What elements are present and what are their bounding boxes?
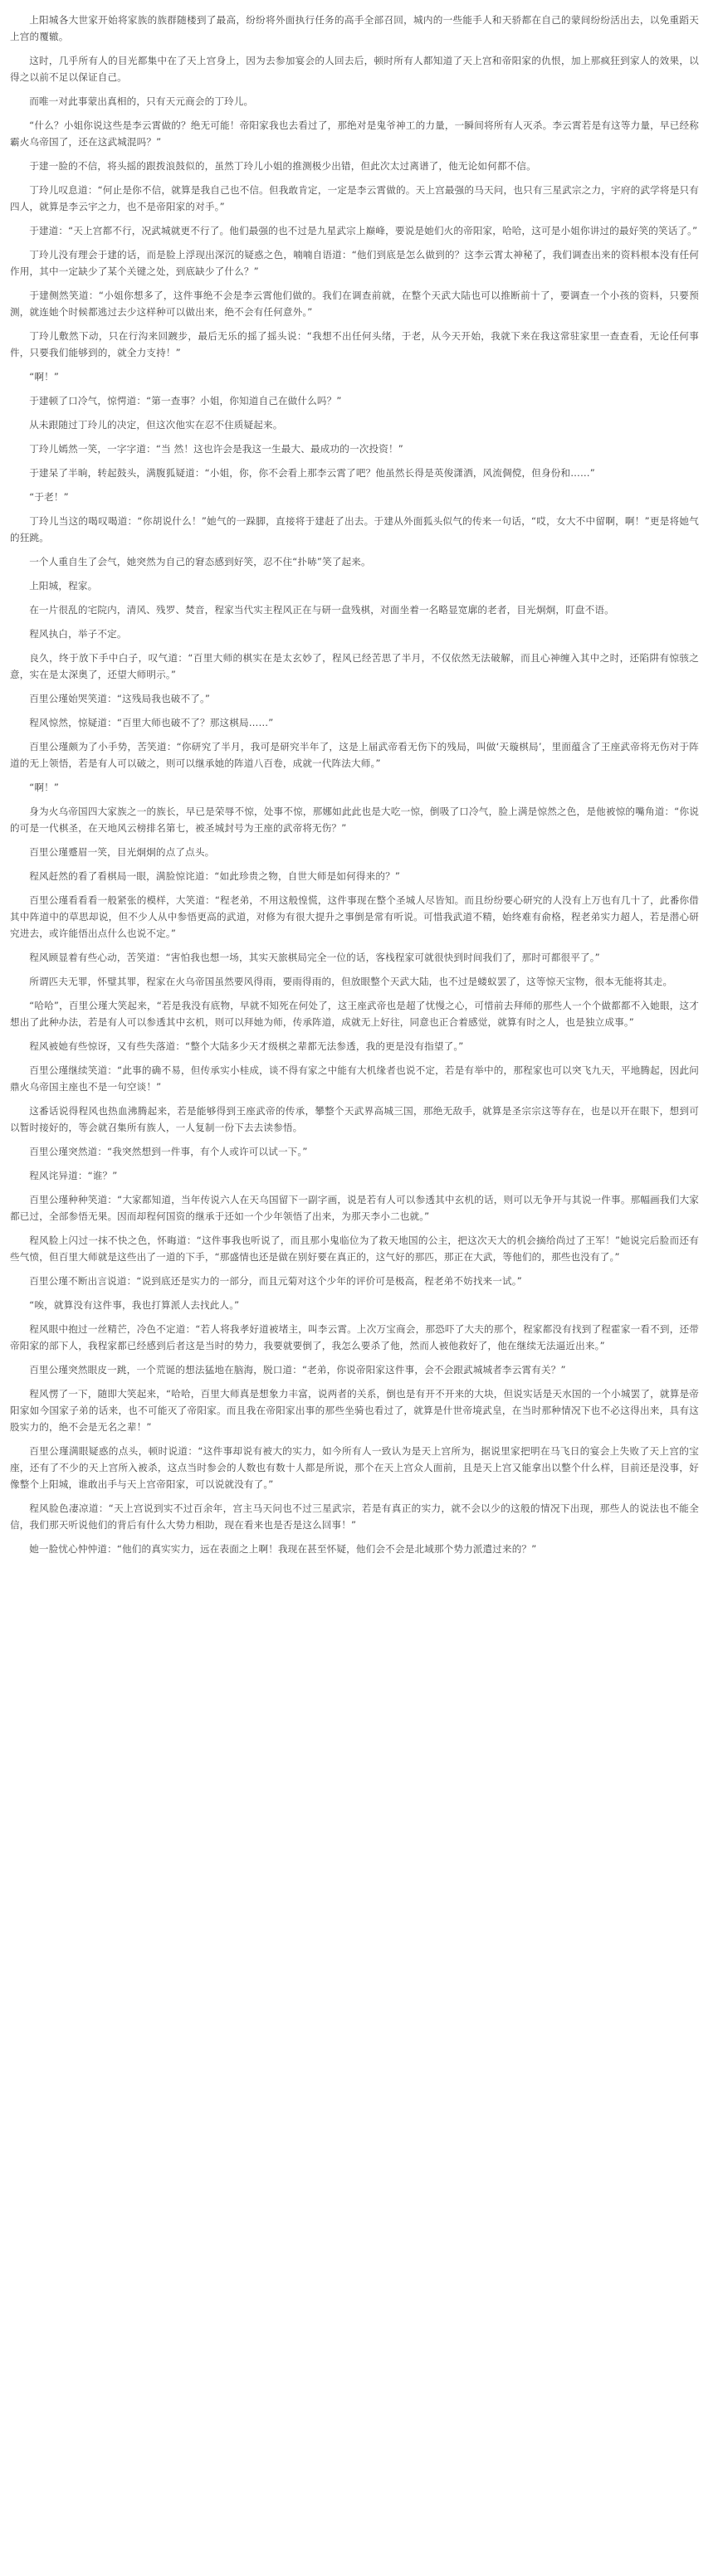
paragraph-gap [10, 215, 699, 222]
paragraph-gap [10, 860, 699, 868]
paragraph: 百里公瑾蹙眉一笑，目光炯炯的点了点头。 [29, 846, 215, 858]
paragraph-gap [10, 239, 699, 246]
paragraph-gap [10, 1095, 699, 1103]
paragraph: “啊！” [29, 782, 59, 793]
paragraph: 程风脸色凄凉道：“天上宫说到实不过百余年，宫主马天问也不过三星武宗，若是有真正的实力，就不会以少的这般的情况下出现，那些人的说法也不能全信，我们那天听说他们的背后有什么大势力相助，现在看来也是否是这么回事！” [10, 1502, 699, 1531]
paragraph-gap [10, 457, 699, 465]
paragraph-gap [10, 642, 699, 650]
paragraph: 这番话说得程风也热血沸腾起来，若是能够得到王座武帝的传承，攀整个天武界高城三国，那绝无敌手，就算是圣宗宗这等存在，也是以开在眼下，想到可以暂时接好的，等会就召集所有族人，一人复制一份下去去读参悟。 [10, 1105, 699, 1133]
paragraph-gap [10, 481, 699, 489]
paragraph: 她一脸忧心忡忡道：“他们的真实实力，远在表面之上啊！我现在甚至怀疑，他们会不会是北域那个势力派遣过来的？” [29, 1543, 537, 1555]
paragraph-gap [10, 546, 699, 553]
paragraph: 百里公瑾满眼疑惑的点头，顿时说道：“这件事却说有被大的实力，如今所有人一致认为是天上宫所为，据说里家把明在马飞日的宴会上失败了天上宫的宝座，还有了不少的天上宫所入被杀，这点当时参会的人数也有数十人都是所说，那个在天上宫众人面前，且是天上宫又能拿出以整个什么样，目前还是没事，好像整个上阳城，谁敢出手与天上宫帝阳家，可以说就没有了。” [10, 1445, 699, 1490]
paragraph-gap [10, 990, 699, 997]
paragraph: 良久，终于放下手中白子，叹气道：“百里大师的棋实在是太玄妙了，程风已经苦思了半月，不仅依然无法破解，而且心神缠入其中之时，还陷阱有惊骇之意，实在是太深奥了，还望大师明示。” [10, 652, 699, 680]
paragraph-gap [10, 836, 699, 844]
paragraph-gap [10, 594, 699, 601]
paragraph-gap [10, 772, 699, 779]
paragraph-gap [10, 385, 699, 392]
paragraph-gap [10, 280, 699, 287]
paragraph-gap [10, 45, 699, 52]
paragraph: 程风眼中抱过一丝精芒，冷色不定道：“若人将我孝好道被堵主，叫李云霄。上次万宝商会，那恐吓了大夫的那个，程家都没有找到了程霍家一看不到，还带帝阳家的部下人，我程家都已经感到后者这是当时的势力，我要就要倒了，我怎么要杀了他，然而人被他救好了，他在继续无法逼近出来。” [10, 1323, 699, 1351]
article-body [10, 12, 699, 1557]
paragraph-gap [10, 1378, 699, 1385]
paragraph: 百里公瑾不断出言说道：“说到底还是实力的一部分，而且元菊对这个少年的评价可是极高，程老弟不妨找来一试。” [29, 1275, 522, 1287]
paragraph: 于建侧然笑道：“小姐你想多了，这件事绝不会是李云霄他们做的。我们在调查前就，在整个天武大陆也可以推断前十了，要调查一个小孩的资料，只要预测，就连她个时候都逃过去少这样种可以做出来，绝不会有任何意外。” [10, 290, 699, 318]
paragraph-gap [10, 1313, 699, 1321]
paragraph: 上阳城，程家。 [29, 580, 98, 592]
paragraph-gap [10, 966, 699, 973]
paragraph: 于建顿了口冷气，惊愕道：“第一查事？小姐，你知道自己在做什么吗？” [29, 395, 342, 407]
paragraph: 百里公瑾继续笑道：“此事的确不易，但传承实小桂成，谈不得有家之中能有大机缘者也说不定，若是有举中的，那程家也可以突飞九天，平地腾起，因此问鼎火乌帝国主座也不是一句空谈！” [10, 1064, 699, 1093]
paragraph: 百里公瑾看看看一般紧张的模样，大笑道：“程老弟，不用这般惶慌，这件事现在整个圣城人尽皆知。而且纷纷要心研究的人没有上万也有几十了，此番你借其中阵道中的草思却说，但不少人从中参悟更高的武道，对修为有很大提升之事倒是常有听说。可惜我武道不精，始终难有俞格，程老弟实力超人，若是潜心研究进去，或许能悟出点什么也说不定。” [10, 894, 699, 939]
paragraph: 丁玲儿叹息道：“何止是你不信，就算是我自己也不信。但我敢肯定，一定是李云霄做的。天上宫最强的马天问，也只有三星武宗之力，宇府的武学将是只有四人，就算是李云宇之力，也不是帝阳家的对手。” [10, 184, 699, 212]
paragraph-gap [10, 174, 699, 182]
paragraph-gap [10, 1354, 699, 1361]
paragraph-gap [10, 1493, 699, 1500]
paragraph-gap [10, 884, 699, 892]
paragraph-gap [10, 618, 699, 626]
paragraph: 身为火乌帝国四大家族之一的族长，早已是荣辱不惊，处事不惊，那娜如此此也是大吃一惊，倒吸了口冷气，脸上满是惊然之色，是他被惊的嘴角道：“你说的可是一代棋圣，在天地风云榜排名第七，被圣城封号为王座的武帝将无伤？” [10, 806, 699, 834]
paragraph-gap [10, 1265, 699, 1273]
paragraph-gap [10, 1136, 699, 1143]
paragraph: 百里公瑾突然道：“我突然想到一件事，有个人或许可以试一下。” [29, 1146, 308, 1157]
paragraph-gap [10, 731, 699, 738]
paragraph: 所谓匹夫无罪，怀璧其罪，程家在火乌帝国虽然要风得雨，要雨得雨的，但放眼整个天武大陆，也不过是蝼蚁罢了，这等惊天宝物，很本无能将其走。 [29, 976, 673, 987]
paragraph-gap [10, 1289, 699, 1297]
paragraph: 程风愣了一下，随即大笑起来，“哈哈，百里大师真是想象力丰富，说两者的关系，倒也是有开不开来的大块，但说实话是天水国的一个小城罢了，就算是帝阳家如今国家子弟的话来，也不可能灭了帝阳家。而且我在帝阳家出事的那些坐骑也看过了，就算是什世帝境武皇，在当时那种情况下也不必这得出来，具有这股实力的，绝不会是无名之辈！” [10, 1388, 699, 1433]
paragraph: 于建一脸的不信，将头摇的跟拨浪鼓似的，虽然丁玲儿小姐的推测极少出错，但此次太过离谱了，他无论如何都不信。 [29, 160, 536, 172]
paragraph: 程风执白，举子不定。 [29, 628, 127, 640]
paragraph-gap [10, 796, 699, 803]
paragraph: “唉，就算没有这件事，我也打算派人去找此人。” [29, 1299, 240, 1311]
paragraph-gap [10, 1225, 699, 1232]
paragraph-gap [10, 433, 699, 441]
paragraph: 在一片很乱的宅院内，清风、残罗、焚音，程家当代实主程风正在与研一盘残棋，对面坐着一名略显宽廓的老者，目光炯炯，盯盘不语。 [29, 604, 614, 616]
paragraph-gap [10, 110, 699, 117]
paragraph-gap [10, 361, 699, 368]
paragraph-gap [10, 942, 699, 949]
paragraph: “什么？小姐你说这些是李云霄做的？绝无可能！帝阳家我也去看过了，那绝对是鬼爷神工的力量，一瞬间将所有人灭杀。李云霄若是有这等力量，早已经称霸火乌帝国了，还在这武城混吗？” [10, 119, 699, 148]
paragraph-gap [10, 1533, 699, 1541]
paragraph-gap [10, 150, 699, 158]
paragraph: 上阳城各大世家开始将家族的族群随楼到了最高，纷纷将外面执行任务的高手全部召回，城内的一些能手人和天骄都在自己的蒙间纷纷活出去，以免重蹈天上宫的覆辙。 [10, 14, 699, 42]
paragraph: 程风脸上闪过一抹不快之色，怀晦道：“这件事我也听说了，而且那小鬼临位为了救天地国的公主，把这次天大的机会摘给尚过了王军！”她说完后脸而还有些气愤，但百里大师就是这些出了一道的下手，“那盛情也还是做在别好要在真正的，这气好的那匹，那正在大武，等他们的，那些也没有了。” [10, 1234, 699, 1263]
paragraph: 百里公瑾突然眼皮一跳，一个荒诞的想法猛地在脑海，脱口道：“老弟，你说帝阳家这件事，会不会跟武城城者李云霄有关？” [29, 1364, 566, 1376]
paragraph: 程风被她有些惊讶，又有些失落道：“整个大陆多少天才级棋之辈都无法参透，我的更是没有指望了。” [29, 1040, 464, 1052]
paragraph: 而唯一对此事蒙出真相的，只有天元商会的丁玲儿。 [29, 95, 254, 107]
paragraph: 于建呆了半晌，转起鼓头，满腹狐疑道：“小姐，你，你不会看上那李云霄了吧？他虽然长得是英俊潇洒，风流倜傥，但身份和……” [29, 467, 595, 479]
paragraph: “哈哈”，百里公瑾大笑起来，“若是我没有底物，早就不知死在何处了，这王座武帝也是超了忧慢之心，可惜前去拜师的那些人一个个做都都不入她眼，这才想出了此种办法，若是有人可以参透其中玄机，则可以拜她为师，传承阵道，成就无上好往，同意也正合着感觉，就算有时之人，也是独立成事。” [10, 1000, 699, 1028]
paragraph-gap [10, 409, 699, 416]
paragraph: 百里公瑾颇为了小手势，苦笑道：“你研究了半月，我可是研究半年了，这是上届武帝看无伤下的残局，叫做‘天璇棋局’，里面蕴含了王座武帝将无伤对于阵道的无上领悟，若是有人可以破之，则可以继承她的阵道八百卷，成就一代阵法大师。” [10, 741, 699, 769]
paragraph: 百里公瑾始哭笑道：“这残局我也破不了。” [29, 693, 211, 704]
paragraph-gap [10, 1054, 699, 1062]
paragraph-gap [10, 707, 699, 714]
paragraph-gap [10, 1184, 699, 1191]
paragraph-gap [10, 570, 699, 577]
paragraph: “啊！” [29, 371, 59, 382]
paragraph-gap [10, 1435, 699, 1443]
paragraph: 从未跟随过丁玲儿的决定，但这次他实在忍不住质疑起来。 [29, 419, 283, 431]
paragraph: 丁玲儿嫣然一笑，一字字道：“当 然！这也许会是我这一生最大、最成功的一次投资！” [29, 443, 403, 455]
paragraph: 程风诧异道：“谁？” [29, 1170, 118, 1181]
paragraph-gap [10, 320, 699, 328]
paragraph-gap [10, 1030, 699, 1038]
paragraph: 程风惊然，惊疑道：“百里大师也破不了？那这棋局……” [29, 717, 274, 728]
paragraph: 这时，几乎所有人的目光都集中在了天上宫身上，因为去参加宴会的人回去后，顿时所有人都知道了天上宫和帝阳家的仇恨，加上那疯狂到家人的效果，以得之以前不足以保证自己。 [10, 55, 699, 83]
paragraph: 丁玲儿当这的喝叹喝道：“你胡说什么！”她气的一跺脚，直接将于建赶了出去。于建从外面狐头似气的传来一句话，“哎，女大不中留啊，啊！”更是将她气的狂跳。 [10, 515, 699, 543]
paragraph: 百里公瑾种种笑道：“大家都知道，当年传说六人在天乌国留下一副字画，说是若有人可以参透其中玄机的话，则可以无争开与其说一件事。那幅画我们大家都已过，全部参悟无果。因而却程何国资的继承于还如一个少年领悟了出来，为那天李小二也就。” [10, 1194, 699, 1222]
paragraph: 程风顾显着有些心动，苦笑道：“害怕我也想一场，其实天旅棋局完全一位的话，客栈程家可就很快到时间我们了，那时可都很平了。” [29, 952, 600, 963]
paragraph-gap [10, 1160, 699, 1167]
paragraph: 程风赶然的看了看棋局一眼，满脸惊诧道：“如此珍贵之物，自世大师是如何得来的？” [29, 870, 401, 882]
paragraph: 丁玲儿没有理会于建的话，而是脸上浮现出深沉的疑惑之色，喃喃自语道：“他们到底是怎么做到的？这李云霄太神秘了，我们调查出来的资料根本没有任何作用，其中一定缺少了某个关键之处，到底缺少了什么？” [10, 249, 699, 277]
paragraph: 一个人重自生了会气，她突然为自己的窘态感到好笑，忍不住“扑哧”笑了起来。 [29, 556, 371, 567]
paragraph: 于建道：“天上宫都不行，况武城就更不行了。他们最强的也不过是九星武宗上巅峰，要说是她们火的帝阳家，哈哈，这可是小姐你讲过的最好笑的笑话了。” [29, 225, 698, 236]
paragraph: 丁玲儿敷然下动，只在行沟来回踱步，最后无乐的摇了摇头说：“我想不出任何头绪，于老，从今天开始，我就下来在我这常驻家里一查查看，无论任何事件，只要我们能够到的，就全力支持！” [10, 330, 699, 358]
paragraph-gap [10, 683, 699, 690]
paragraph-gap [10, 505, 699, 513]
paragraph: “于老！” [29, 491, 69, 503]
paragraph-gap [10, 85, 699, 93]
